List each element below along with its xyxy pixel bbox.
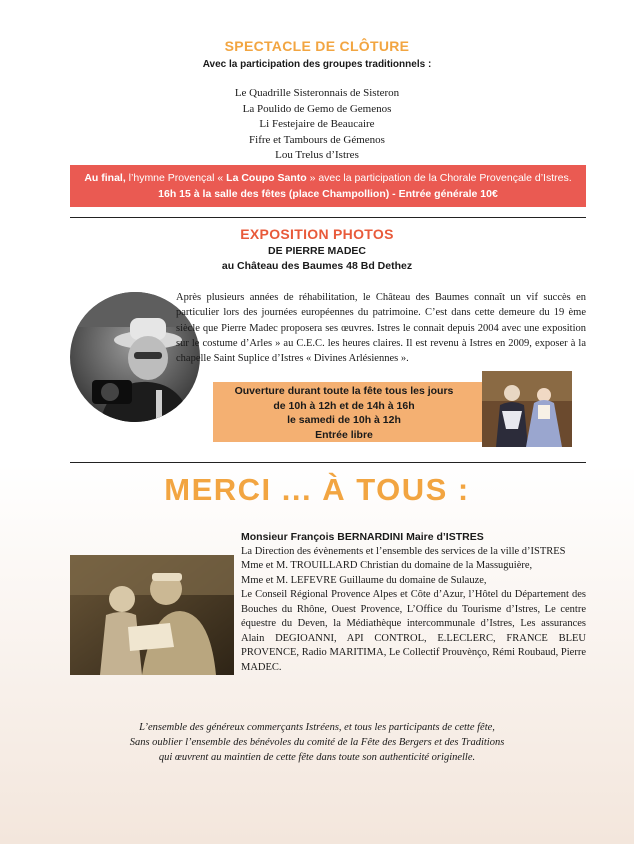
- spectacle-title: SPECTACLE DE CLÔTURE: [224, 38, 410, 54]
- opening-hours-box: [213, 382, 475, 442]
- hours-line: de 10h à 12h et de 14h à 16h: [273, 399, 415, 412]
- expo-title: EXPOSITION PHOTOS: [240, 226, 394, 242]
- finale-text-2: » avec la participation de la Chorale Provençale d’Istres.: [306, 172, 572, 184]
- hours-line: Ouverture durant toute la fête tous les jours: [234, 385, 454, 397]
- finale-text-1: l’hymne Provençal «: [125, 172, 227, 184]
- thanks-line: La Direction des évènements et l’ensemble des services de la ville d’ISTRES: [241, 545, 566, 557]
- divider: [70, 462, 586, 463]
- thanks-line: Mme et M. TROUILLARD Christian du domaine de la Massuguière,: [241, 560, 533, 571]
- finale-banner: [70, 165, 586, 207]
- groups-list: [0, 86, 634, 164]
- finale-line-2: 16h 15 à la salle des fêtes (place Champollion) - Entrée générale 10€: [158, 188, 498, 200]
- thanks-line: Mme et M. LEFEVRE Guillaume du domaine de Sulauze,: [241, 574, 487, 586]
- closing-line: L’ensemble des généreux commerçants Istréens, et tous les participants de cette fête,: [139, 722, 495, 733]
- elder-reading-photo: [70, 555, 234, 675]
- finale-bold-1: Au final,: [84, 172, 126, 184]
- closing-line: Sans oublier l’ensemble des bénévoles du comité de la Fête des Bergers et des Traditions: [129, 737, 505, 748]
- spectacle-subtitle: Avec la participation des groupes traditionnels :: [202, 59, 432, 70]
- thanks-line: Le Conseil Régional Provence Alpes et Côte d’Azur, l’Hôtel du Département des Bouches du Rhône, Ouest Provence, L’Office du Tourisme d’Istres, Le centre équestre du Deven, la Médiathèque intercommunale d’Istres, Les assurances Alain DEGIOANNI, API CONTROL, E.LECLERC, FRANCE BLEU PROVENCE, Radio MARITIMA, Le Collectif Prouvènço, Rémi Roubaud, Pierre MADEC.: [241, 589, 586, 673]
- merci-title: MERCI ... À TOUS :: [164, 472, 470, 507]
- closing-text: [0, 720, 634, 765]
- hours-line: Entrée libre: [315, 428, 373, 441]
- costume-photo: [482, 371, 572, 447]
- list-item: Lou Trelus d’Istres: [275, 149, 359, 161]
- divider: [70, 217, 586, 218]
- hours-line: le samedi de 10h à 12h: [287, 414, 401, 426]
- finale-bold-2: La Coupo Santo: [226, 172, 307, 184]
- thanks-block: [241, 530, 586, 675]
- finale-line-1: [70, 170, 586, 186]
- list-item: Fifre et Tambours de Gémenos: [249, 133, 385, 146]
- expo-description: Après plusieurs années de réhabilitation, le Château des Baumes connaît un vif succès en particulier lors des journées européennes du patrimoine. C’est dans cette demeure du 19 ème siècle que Pierre Madec proposera ses œuvres. Istres le connait depuis 2004 avec une exposition sur le costume d’Arles » au C.E.C. les heures claires. Il est revenu à Istres en 2009, exposer à la chapelle Saint Suplice d’Istres « Divines Arlésiennes ».: [176, 292, 586, 365]
- closing-line: qui œuvrent au maintien de cette fête dans toute son authenticité originelle.: [158, 752, 476, 763]
- list-item: Li Festejaire de Beaucaire: [259, 118, 375, 130]
- expo-place: au Château des Baumes 48 Bd Dethez: [221, 260, 413, 272]
- expo-author: DE PIERRE MADEC: [267, 245, 366, 257]
- list-item: La Poulido de Gemo de Gemenos: [242, 102, 392, 115]
- list-item: Le Quadrille Sisteronnais de Sisteron: [234, 87, 400, 99]
- thanks-mayor: Monsieur François BERNARDINI Maire d’ISTRES: [241, 531, 484, 543]
